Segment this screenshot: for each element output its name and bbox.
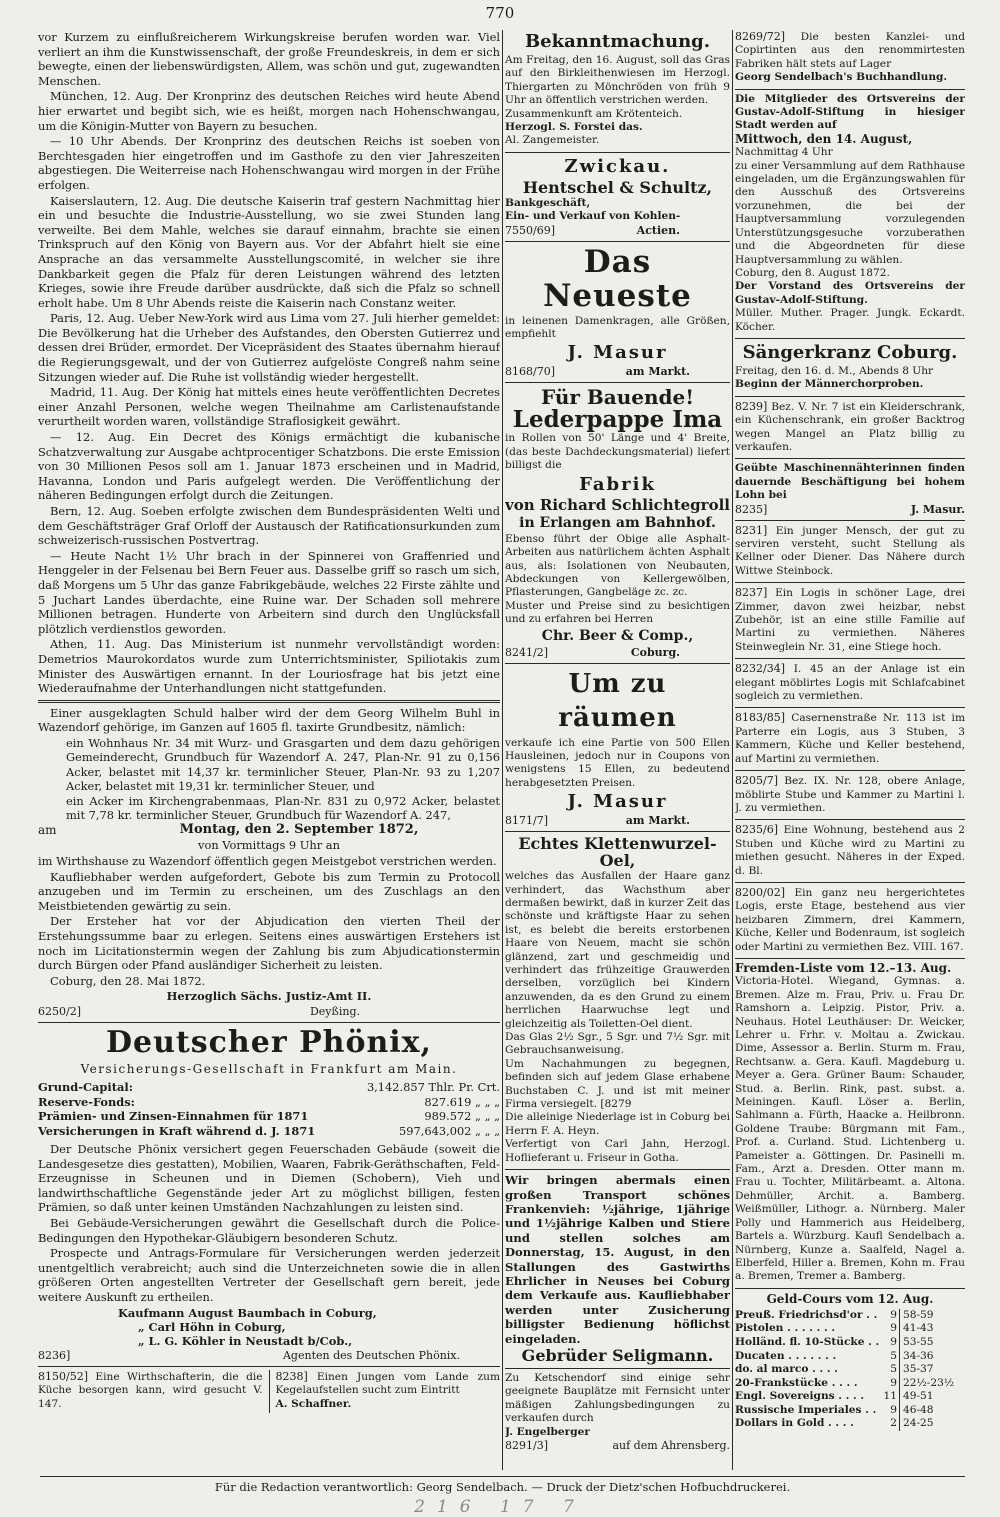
section-divider (505, 1169, 730, 1170)
news-column (38, 30, 500, 1472)
column-rule (732, 30, 733, 1470)
currency-name: Dollars in Gold . . . . (735, 1417, 854, 1430)
currency-rate (881, 1404, 965, 1418)
phoenix-text: Der Deutsche Phönix versichert gegen Feuerschaden Gebäude (soweit die Landesgesetze dies gestatten), Mobilien, Waaren, Fabrik-Geräthschaften, Feld-Erzeugnisse in Scheunen und in Diemen (Schobern), Vieh und landwirthschaftliche Gegenstände jeder Art zu möglichst billigen, festen Prämien, so daß unter keinen Umständen Nachzahlungen zu leisten sind. (38, 1142, 500, 1215)
section-divider (735, 658, 965, 659)
news-item: — Heute Nacht 1½ Uhr brach in der Spinnerei von Graffenried und Henggeler in der Felsenau bei Bern Feuer aus. Dasselbe griff so rasch um sich, daß Morgens um 5 Uhr das ganze Fabrikgebäude, welches 22 Firste zählte und 5 Juchart Landes überdachte, eine Ruine war. Der Schaden soll mehrere Millionen betragen. Hunderte von Arbeitern sind durch den Unglücksfall plötzlich verdienstlos geworden. (38, 548, 500, 636)
currency-rate (881, 1377, 965, 1391)
rate-kreuzer: 35-37 (903, 1363, 934, 1376)
currency-name: Engl. Sovereigns . . . . (735, 1390, 865, 1403)
column-rule (269, 1370, 270, 1413)
klettenwurzel-ad: Echtes Klettenwurzel-Oel, welches das Ausfallen der Haare ganz verhindert, das Wachsthum aber dermaßen bewirkt, daß in kurzer Zeit das schönste und kräftigste Haar zu sehen ist, es belebt die bereits erstorbenen Haare von Neuem, macht sie schön glänzend, zart und geschmeidig und verhindert das frühzeitige Grauwerden derselben, vorzüglich bei Kindern anzuwenden, da es den Grund zu einem herrlichen Haarwuchse legt und gleichzeitig als Toiletten-Oel dient. Das Glas 2½ Sgr., 5 Sgr. und 7½ Sgr. mit Gebrauchsanweisung. Um Nachahmungen zu begegnen, befinden sich auf jedem Glase erhabene Buchstaben C. J. und ist mit meiner Firma versiegelt. [8279 Die alleinige Niederlage ist in Coburg bei Herrn F. A. Heyn. Verfertigt von Carl Jahn, Herzogl. Hoflieferant u. Friseur in Gotha. (505, 834, 730, 1164)
phoenix-agents (118, 1306, 500, 1349)
classified-ad: 8200/02] Ein ganz neu hergerichtetes Logis, erste Etage, bestehend aus vier heizbaren Zimmern, drei Kammern, Küche, Keller und Bodenraum, ist sogleich oder Martini zu vermiethen Bez. VIII. 167. (735, 885, 965, 953)
section-divider (505, 1368, 730, 1369)
news-item: München, 12. Aug. Der Kronprinz des deutschen Reiches wird heute Abend hier erwartet und begibt sich, wie es heißt, morgen nach Hohenschwangau, um die Königin-Mutter von Bayern zu besuchen. (38, 89, 500, 133)
raeumen-ad: Um zu räumen verkaufe ich eine Partie von 500 Ellen Hausleinen, jedoch nur in Coupons von wenigstens 15 Ellen, zu bedeutend herabgesetzten Preisen. J. Masur 8171/7] am Markt. (505, 668, 730, 828)
auction-notice (38, 706, 500, 1018)
classified-ad: Geübte Maschinennähterinnen finden dauernde Beschäftigung bei hohem Lohn bei 8235] J. Masur. (735, 462, 965, 516)
rate-kreuzer: 22½-23½ (903, 1376, 955, 1389)
ad-heading: Um zu räumen (558, 668, 677, 733)
pencil-annotation: 216 17 7 (414, 1497, 586, 1517)
phoenix-footer (38, 1349, 500, 1362)
agent-line: „ Carl Höhn in Coburg, (138, 1320, 286, 1335)
agent-line: Kaufmann August Baumbach in Coburg, (118, 1305, 377, 1320)
section-divider (735, 582, 965, 583)
auction-time: von Vormittags 9 Uhr an (198, 838, 340, 853)
section-divider (735, 396, 965, 397)
section-divider (505, 152, 730, 153)
phoenix-title: Deutscher Phönix, (106, 1024, 432, 1060)
geld-rows (735, 1309, 965, 1431)
ad-number: 6250/2] (38, 1004, 81, 1018)
column-rule (502, 30, 503, 1470)
ad-heading: Zwickau. (564, 155, 671, 177)
bauplaetze-ad: Zu Ketschendorf sind einige sehr geeignete Bauplätze mit Fernsicht unter mäßigen Zahlungsbedingungen zu verkaufen durch J. Engelberger 8291/3] auf dem Ahrensberg. (505, 1371, 730, 1452)
auction-date-prefix: am (38, 823, 57, 838)
auction-body: im Wirthshause zu Wazendorf öffentlich gegen Meistgebot verstrichen werden. (38, 853, 497, 868)
currency-name: Russische Imperiales . . (735, 1403, 877, 1416)
phoenix-capital-table (38, 1080, 500, 1138)
bauende-ad: Für Bauende! Lederpappe Ima in Rollen von 50' Länge und 4' Breite, (das beste Dachdeckungsmaterial) liefert billigst die Fabrik von Richard Schlichtegroll in Erlangen am Bahnhof. Ebenso führt der Obige alle Asphalt-Arbeiten aus natürlichem ächten Asphalt aus, als: Isolationen von Neubauten, Abdeckungen von Kellergewölben, Pflasterungen, Gangbeläge zc. zc. Muster und Preise sind zu besichtigen und zu erfahren bei Herren Chr. Beer & Comp., 8241/2] Coburg. (505, 385, 730, 659)
geld-row (735, 1309, 965, 1323)
bottom-ads (38, 1370, 500, 1413)
currency-name: do. al marco . . . . (735, 1363, 838, 1376)
rate-gulden: 5 (881, 1363, 900, 1377)
capital-row: Prämien- und Zinsen-Einnahmen für 1871 989.572 „ „ „ (38, 1109, 500, 1124)
currency-name: Preuß. Friedrichsd'or . . (735, 1308, 878, 1321)
geld-row (735, 1322, 965, 1336)
ad-heading: Echtes Klettenwurzel-Oel, (518, 834, 717, 871)
rate-gulden: 9 (881, 1404, 900, 1418)
currency-rate (881, 1363, 965, 1377)
ad-number: 8236] (38, 1348, 71, 1362)
neueste-ad: Das Neueste in leinenen Damenkragen, alle Größen, empfiehlt J. Masur 8168/70] am Markt. (505, 243, 730, 379)
rate-gulden: 5 (881, 1350, 900, 1364)
rate-kreuzer: 53-55 (903, 1335, 934, 1348)
section-divider (505, 382, 730, 383)
auction-footer (38, 1005, 500, 1018)
news-item: — 10 Uhr Abends. Der Kronprinz des deutschen Reichs ist soeben von Berchtesgaden hier eingetroffen und im Gasthofe zu den vier Jahreszeiten abgestiegen. Die Weiterreise nach Hohenschwangau wird morgen in der Frühe erfolgen. (38, 134, 500, 192)
ad-heading: Das Neueste (543, 243, 692, 314)
phoenix-ad (38, 1026, 500, 1362)
currency-rate (881, 1417, 965, 1431)
rate-kreuzer: 41-43 (903, 1322, 934, 1335)
ad-heading: Bekanntmachung. (524, 31, 711, 52)
auction-item: ein Acker im Kirchengrabenmaas, Plan-Nr. 831 zu 0,972 Acker, belastet mit 7,78 kr. terminlicher Steuer, Grundbuch für Wazendorf A. 247, (66, 793, 500, 822)
news-item: Paris, 12. Aug. Ueber New-York wird aus Lima vom 27. Juli hierher gemeldet: Die Bevölkerung hat die Urheber des Aufstandes, den Obersten Gutierrez und dessen drei Brüder, ermordet. Der Vicepräsident des Staates übernahm hierauf die Regierungsgewalt, und der von Gutierrez aufgelöste Congreß nahm seine Sitzungen wieder auf. Die Ruhe ist vollständig wieder hergestellt. (38, 311, 500, 384)
page-number: 770 (485, 4, 515, 22)
geld-row (735, 1417, 965, 1431)
geld-row (735, 1363, 965, 1377)
auction-date-line (38, 822, 500, 838)
capital-row: Grund-Capital: 3,142.857 Thlr. Pr. Crt. (38, 1080, 500, 1095)
phoenix-subtitle: Versicherungs-Gesellschaft in Frankfurt am Main. (80, 1061, 458, 1076)
classified-ad: 8232/34] I. 45 an der Anlage ist ein elegant möblirtes Logis mit Schlafcabinet sogleich zu vermiethen. (735, 662, 965, 703)
ads-column-middle (505, 30, 730, 1472)
ad-heading: Für Bauende! (540, 385, 695, 410)
news-item: Bern, 12. Aug. Soeben erfolgte zwischen dem Bundespräsidenten Welti und dem Geschäftsträger Graf Orloff der Austausch der Ratificationsurkunden zum schweizerisch-russischen Postvertrag. (38, 504, 500, 548)
news-item: Athen, 11. Aug. Das Ministerium ist nunmehr vervollständigt worden: Demetrios Maurokordatos wurde zum Unterrichtsminister, Spiliotakis zum Minister des Auswärtigen ernannt. In der Louriosfrage hat bis jetzt eine Wiederaufnahme der Unterhandlungen nicht stattgefunden. (38, 637, 500, 696)
section-divider (735, 958, 965, 959)
auction-body: Der Ersteher hat vor der Abjudication den vierten Theil der Erstehungssumme baar zu erlegen. Seitens eines auswärtigen Erstehers ist noch im Licitationstermin wegen der Zahlung bis zum Abjudicationstermin durch Bürgen oder Pfand ausländiger Sicherheit zu leisten. (38, 914, 500, 973)
rate-kreuzer: 58-59 (903, 1308, 934, 1321)
section-divider (735, 707, 965, 708)
geld-row (735, 1377, 965, 1391)
geld-row (735, 1336, 965, 1350)
ad-heading: Geld-Cours vom 12. Aug. (766, 1291, 934, 1306)
auction-date: Montag, den 2. September 1872, (179, 822, 419, 838)
verein-ad: Die Mitglieder des Ortsvereins der Gustav-Adolf-Stiftung in hiesiger Stadt werden auf Mittwoch, den 14. August, Nachmittag 4 Uhr zu einer Versammlung auf dem Rathhause eingeladen, um die Ergänzungswahlen für den Ausschuß des Ortsvereins vorzunehmen, die bei der Hauptversammlung vorzulegenden Unterstützungsgesuche vorzuberathen und die Abgeordneten für diese Hauptversammlung zu wählen. Coburg, den 8. August 1872. Der Vorstand des Ortsvereins der Gustav-Adolf-Stiftung. Müller. Muther. Prager. Jungk. Eckardt. Köcher. (735, 92, 965, 333)
rate-kreuzer: 49-51 (903, 1390, 934, 1403)
section-divider (735, 520, 965, 521)
currency-rate (881, 1350, 965, 1364)
classified-ad: 8235/6] Eine Wohnung, bestehend aus 2 Stuben und Küche wird zu Martini zu miethen gesucht. Näheres in der Exped. d. Bl. (735, 823, 965, 877)
section-divider (735, 770, 965, 771)
section-divider (38, 1022, 500, 1023)
ad-heading: Fremden-Liste vom 12.–13. Aug. (735, 960, 952, 975)
news-item: Madrid, 11. Aug. Der König hat mittels eines heute veröffentlichten Decretes einer Anzahl Personen, welche wegen Theilnahme am Carlistenaufstande verurtheilt worden waren, vollständige Straflosigkeit gewährt. (38, 385, 500, 429)
geld-row (735, 1404, 965, 1418)
geld-cours-table (735, 1292, 965, 1431)
section-divider (38, 1366, 500, 1367)
currency-name: Holländ. fl. 10-Stücke . . (735, 1335, 880, 1348)
section-divider (735, 819, 965, 820)
transport-ad: Wir bringen abermals einen großen Transport schönes Frankenvieh: ½jährige, 1jährige und 1½jährige Kalben und Stiere und stellen solches am Donnerstag, 15. August, in den Stallungen des Gastwirths Ehrlicher in Neuses bei Coburg dem Verkaufe aus. Kaufliebhaber werden unter Zusicherung billigster Bedienung höflichst eingeladen. Gebrüder Seligmann. (505, 1173, 730, 1365)
ad-heading: Sängerkranz Coburg. (742, 341, 958, 363)
auction-signer: Deyßing. (309, 1004, 360, 1018)
classified-ad: 8183/85] Casernenstraße Nr. 113 ist im Parterre ein Logis, aus 3 Stuben, 3 Kammern, Küche und Keller bestehend, auf Martini zu vermiethen. (735, 711, 965, 765)
rate-kreuzer: 24-25 (903, 1417, 934, 1430)
geld-row (735, 1350, 965, 1364)
rate-gulden: 11 (881, 1390, 900, 1404)
rate-kreuzer: 34-36 (903, 1349, 934, 1362)
classified-ad: 8238] Einen Jungen vom Lande zum Kegelaufstellen sucht zum Eintritt A. Schaffner. (275, 1369, 500, 1410)
section-divider (505, 663, 730, 664)
phoenix-text: Bei Gebäude-Versicherungen gewährt die Gesellschaft durch die Police-Bedingungen den Hypothekar-Gläubigern besonderen Schutz. (38, 1216, 500, 1245)
classified-ad: 8150/52] Eine Wirthschafterin, die die Küche besorgen kann, wird gesucht V. 147. (38, 1369, 263, 1410)
rate-gulden: 9 (881, 1322, 900, 1336)
currency-name: Ducaten . . . . . . . (735, 1349, 837, 1362)
news-continuation: vor Kurzem zu einflußreicherem Wirkungskreise berufen worden war. Viel verliert an ihm die Kunstwissenschaft, der große Freundeskreis, in dem er sich bewegte, einen der liebenswürdigsten, Allem, was schön und gut, zugewandten Menschen. (38, 30, 500, 88)
section-divider (735, 882, 965, 883)
section-divider (735, 338, 965, 339)
currency-rate (881, 1322, 965, 1336)
geld-row (735, 1390, 965, 1404)
auction-place-date: Coburg, den 28. Mai 1872. (50, 973, 206, 988)
news-item: — 12. Aug. Ein Decret des Königs ermächtigt die kubanische Schatzverwaltung zur Ausgabe achtprocentiger Schatzbons. Die erste Emission von 30 Millionen Pesos soll am 1. Januar 1873 erscheinen und in Madrid, Havanna, London und Paris aufgelegt werden. Die Veröffentlichung der näheren Bedingungen erfolgt durch die Zeitungen. (38, 430, 500, 503)
rate-gulden: 9 (881, 1309, 900, 1323)
zwickau-ad: Zwickau. Hentschel & Schultz, Bankgeschäft, Ein- und Verkauf von Kohlen- 7550/69] Actien. (505, 156, 730, 237)
auction-items (38, 736, 500, 822)
section-divider (505, 831, 730, 832)
page-footer: Für die Redaction verantwortlich: Georg Sendelbach. — Druck der Dietz'schen Hofbuchdruckerei. (40, 1476, 965, 1494)
capital-row: Versicherungen in Kraft während d. J. 1871 597,643,002 „ „ „ (38, 1123, 500, 1138)
rate-gulden: 2 (881, 1417, 900, 1431)
auction-item: ein Wohnhaus Nr. 34 mit Wurz- und Grasgarten und dem dazu gehörigen Gemeinderecht, Grundbuch für Wazendorf A. 247, Plan-Nr. 91 zu 0,156 Acker, belastet mit 14,37 kr. terminlicher Steuer, Plan-Nr. 93 zu 1,207 Acker, belastet mit 19,31 kr. terminlicher Steuer, und (66, 735, 500, 794)
auction-authority: Herzoglich Sächs. Justiz-Amt II. (166, 989, 372, 1004)
currency-rate (881, 1390, 965, 1404)
section-divider (735, 458, 965, 459)
bekanntmachung-ad: Bekanntmachung. Am Freitag, den 16. August, soll das Gras auf den Birkleithenwiesen im Herzogl. Thiergarten zu Mönchröden von früh 9 Uhr an öffentlich verstrichen werden. Zusammenkunft am Krötenteich. Herzogl. S. Forstei das. Al. Zangemeister. (505, 31, 730, 147)
saenger-ad: Sängerkranz Coburg. Freitag, den 16. d. M., Abends 8 Uhr Beginn der Männerchorproben. (735, 342, 965, 392)
agent-line: „ L. G. Köhler in Neustadt b/Cob., (138, 1334, 353, 1349)
currency-rate (881, 1336, 965, 1350)
ads-column-right (735, 30, 965, 1472)
capital-row: Reserve-Fonds: 827.619 „ „ „ (38, 1094, 500, 1109)
section-divider (735, 89, 965, 90)
news-item: Kaiserslautern, 12. Aug. Die deutsche Kaiserin traf gestern Nachmittag hier ein und besuchte die Industrie-Ausstellung, wo sie zwei Stunden lang verweilte. Bei dem Mahle, welches sie darauf einnahm, brachte sie einen Trinkspruch auf den König von Bayern aus. Vor der Abfahrt hielt sie eine Ansprache an das versammelte Ausstellungscomité, in welcher sie ihre Dankbarkeit gegen die Pfalz für deren Leistungen während des letzten Krieges, sowie ihre Freude darüber ausdrückte, daß sich die Pfalz so schnell erholt habe. Um 8 Uhr Abends reiste die Kaiserin nach Constanz weiter. (38, 193, 500, 310)
currency-name: Pistolen . . . . . . . (735, 1322, 836, 1335)
classified-ad: 8205/7] Bez. IX. Nr. 128, obere Anlage, möblirte Stube und Kammer zu Martini l. J. zu vermiethen. (735, 774, 965, 814)
currency-rate (881, 1309, 965, 1323)
section-divider (505, 241, 730, 242)
rate-gulden: 9 (881, 1377, 900, 1391)
phoenix-text: Prospecte und Antrags-Formulare für Versicherungen werden jederzeit unentgeltlich verabreicht; auch sind die Unterzeichneten sowie die in allen größeren Orten angestellten Vertreter der Gesellschaft gern bereit, jede weitere Auskunft zu ertheilen. (38, 1246, 500, 1305)
section-divider (38, 700, 500, 703)
classified-ad: 8239] Bez. V. Nr. 7 ist ein Kleiderschrank, ein Küchenschrank, ein großer Backtrog wegen Mangel an Platz billig zu verkaufen. (735, 399, 965, 453)
classified-ad: 8237] Ein Logis in schöner Lage, drei Zimmer, davon zwei heizbar, nebst Zubehör, ist an eine stille Familie auf Martini zu vermiethen. Näheres Steinweglein Nr. 31, eine Stiege hoch. (735, 586, 965, 653)
kanzlei-ad: 8269/72] Die besten Kanzlei- und Copirtinten aus den renommirtesten Fabriken hält stets auf Lager Georg Sendelbach's Buchhandlung. (735, 30, 965, 84)
classified-ad: 8231] Ein junger Mensch, der gut zu serviren versteht, sucht Stellung als Kellner oder Diener. Das Nähere durch Wittwe Steinbock. (735, 523, 965, 577)
section-divider (735, 1288, 965, 1289)
auction-body: Kaufliebhaber werden aufgefordert, Gebote bis zum Termin zu Protocoll anzugeben und im Termin zu erscheinen, um des Zuschlags an den Meistbietenden gewärtig zu sein. (38, 869, 500, 913)
fremden-liste: Fremden-Liste vom 12.–13. Aug. Victoria-Hotel. Wiegand, Gymnas. a. Bremen. Alze m. Frau, Priv. u. Frau Dr. Ramshorn a. Leipzig. Pistor, Priv. a. Neuhaus. Hotel Leuthäuser: Dr. Weicker, Lehrer u. Frhr. v. Moltau a. Zwickau. Dime, Assessor a. Berlin. Sturm m. Frau, Rechtsanw. a. Gera. Kaufl. Magdeburg u. Meyer a. Gera. Grüner Baum: Schauder, Stud. a. Berlin. Rink, past. subst. a. Meiningen. Kaufl. Löser a. Berlin, Sahlmann a. Fürth, Haacke a. Heilbronn. Goldene Traube: Bürgmann mit Fam., Prof. a. Curland. Stud. Lichtenberg u. Pameister a. Göttingen. Dr. Pasinelli m. Fam., Arzt a. Dresden. Otter mann m. Frau u. Tochter, Militärbeamt. a. Altona. Dehmüller, Archit. a. Bamberg. Weißmüller, Lithogr. a. Nürnberg. Maler Polly und Hammerich aus Heidelberg, Bartels a. Würzburg. Kaufl Sendelbach a. Nürnberg, Kunze a. Saalfeld, Nagel a. Elberfeld, Hiller a. Bremen, Kohn m. Frau a. Bremen, Tremer a. Bamberg. (735, 960, 965, 1283)
rate-kreuzer: 46-48 (903, 1403, 934, 1416)
rate-gulden: 9 (881, 1336, 900, 1350)
currency-name: 20-Frankstücke . . . . (735, 1376, 858, 1389)
phoenix-agents-footer: Agenten des Deutschen Phönix. (282, 1348, 460, 1362)
auction-intro: Einer ausgeklagten Schuld halber wird der dem Georg Wilhelm Buhl in Wazendorf gehörige, im Ganzen auf 1605 fl. taxirte Grundbesitz, nämlich: (38, 705, 500, 735)
